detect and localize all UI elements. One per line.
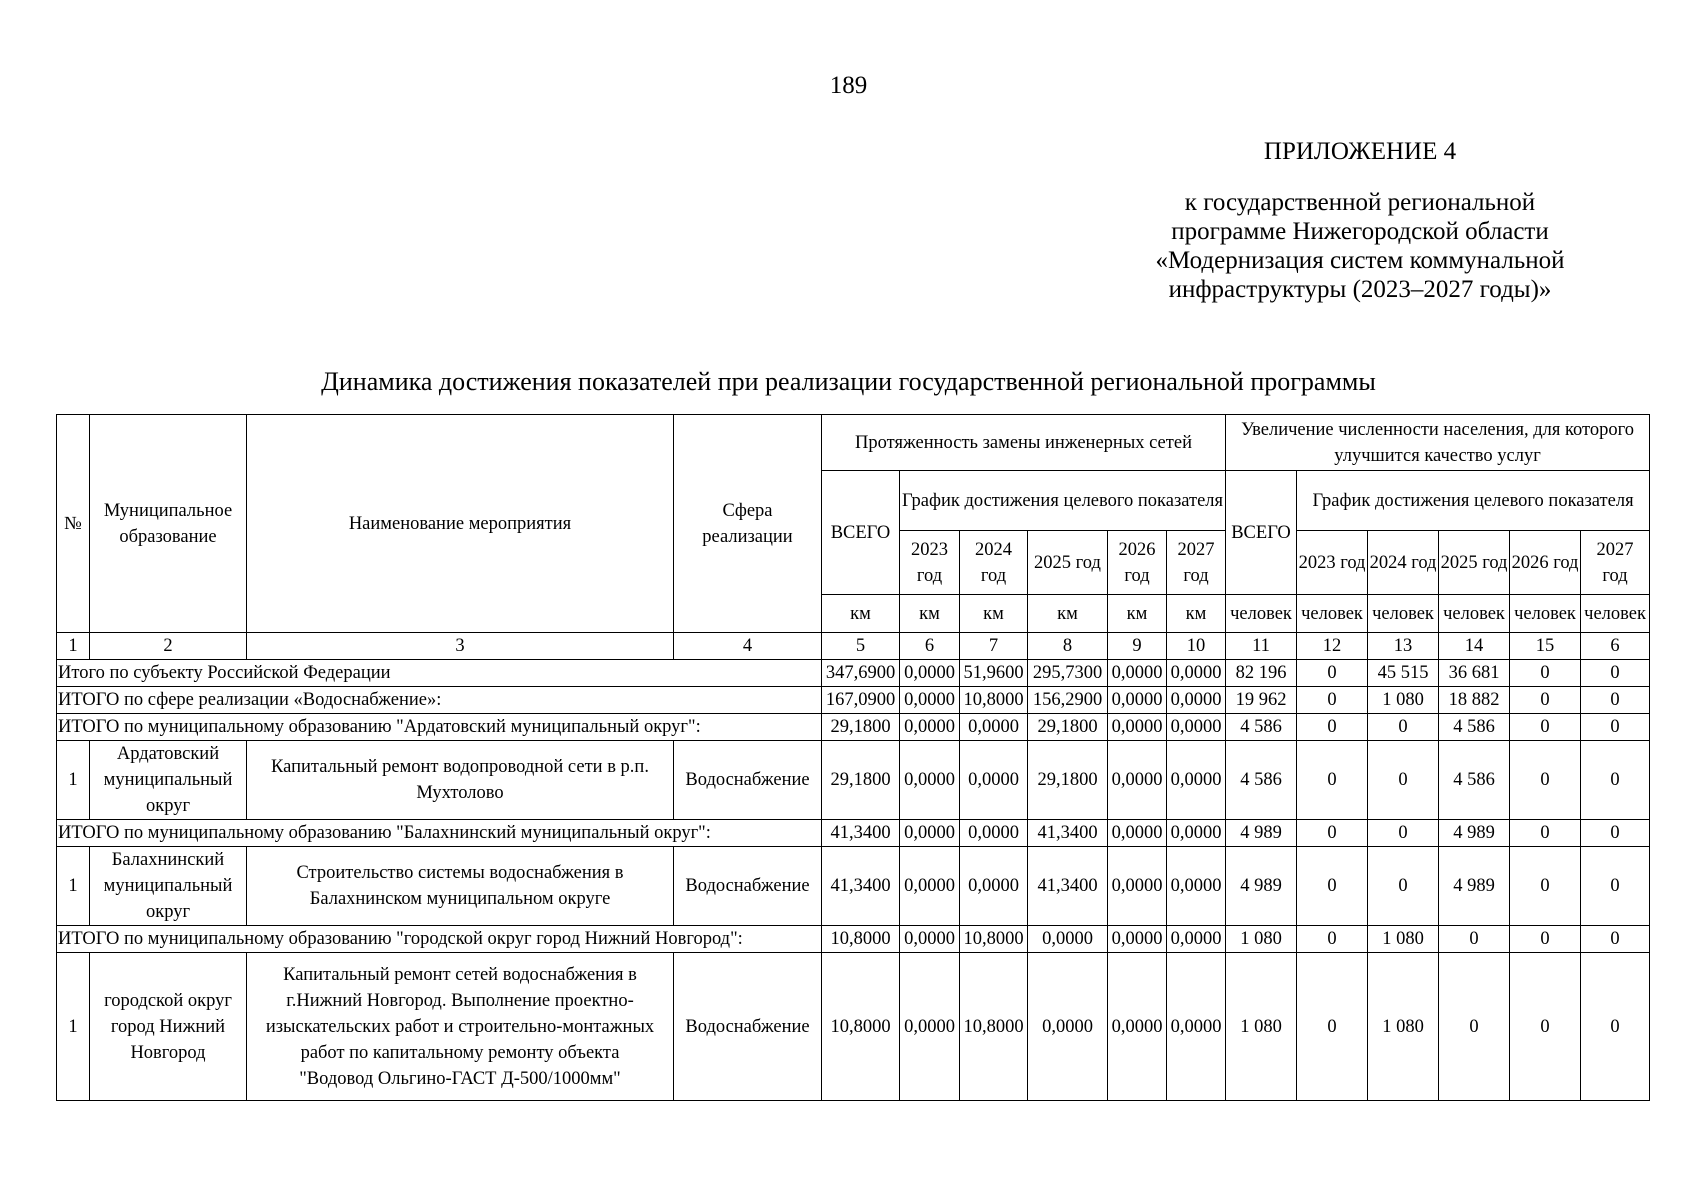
row-value: 0,0000 — [900, 847, 960, 926]
row-value: 41,3400 — [1028, 847, 1108, 926]
total-value: 156,2900 — [1028, 687, 1108, 714]
row-municipality: Ардатовский муниципальный округ — [90, 741, 247, 820]
column-number: 2 — [90, 633, 247, 660]
total-value: 1 080 — [1368, 926, 1439, 953]
column-number: 11 — [1226, 633, 1297, 660]
total-value: 0 — [1297, 926, 1368, 953]
total-value: 347,6900 — [822, 660, 900, 687]
total-value: 0,0000 — [1108, 687, 1167, 714]
header-networks-group: Протяженность замены инженерных сетей — [822, 415, 1226, 471]
unit-people: человек — [1226, 595, 1297, 633]
total-value: 82 196 — [1226, 660, 1297, 687]
row-value: 0 — [1297, 847, 1368, 926]
row-value: 0,0000 — [900, 741, 960, 820]
row-value: 29,1800 — [822, 741, 900, 820]
unit-people: человек — [1439, 595, 1510, 633]
total-value: 167,0900 — [822, 687, 900, 714]
total-value: 0,0000 — [960, 714, 1028, 741]
row-value: 0 — [1581, 847, 1650, 926]
header-sphere: Сфера реализации — [674, 415, 822, 633]
row-number: 1 — [57, 847, 90, 926]
total-value: 0 — [1581, 714, 1650, 741]
total-value: 0,0000 — [1108, 660, 1167, 687]
column-number: 9 — [1108, 633, 1167, 660]
appendix-line: программе Нижегородской области — [1171, 218, 1549, 245]
row-value: 10,8000 — [960, 953, 1028, 1101]
total-value: 0,0000 — [1167, 687, 1226, 714]
table-body — [57, 660, 1650, 1101]
column-number: 6 — [900, 633, 960, 660]
row-municipality: Балахнинский муниципальный округ — [90, 847, 247, 926]
total-label: ИТОГО по муниципальному образованию "городской округ город Нижний Новгород": — [57, 926, 822, 953]
appendix-subtitle — [1110, 188, 1610, 304]
total-value: 41,3400 — [822, 820, 900, 847]
total-value: 0,0000 — [960, 820, 1028, 847]
row-value: 0,0000 — [1028, 953, 1108, 1101]
row-event-name: Строительство системы водоснабжения в Балахнинском муниципальном округе — [247, 847, 674, 926]
column-number: 6 — [1581, 633, 1650, 660]
total-value: 0 — [1510, 926, 1581, 953]
municipality-total-row — [57, 926, 1650, 953]
column-number: 7 — [960, 633, 1028, 660]
column-number: 15 — [1510, 633, 1581, 660]
total-value: 0,0000 — [1108, 820, 1167, 847]
total-value: 0 — [1581, 660, 1650, 687]
total-value: 0,0000 — [900, 714, 960, 741]
total-value: 4 586 — [1226, 714, 1297, 741]
municipality-total-row — [57, 714, 1650, 741]
row-value: 0,0000 — [1167, 741, 1226, 820]
row-event-name: Капитальный ремонт водопроводной сети в р.п. Мухтолово — [247, 741, 674, 820]
row-value: 0,0000 — [1108, 741, 1167, 820]
header-schedule-people: График достижения целевого показателя — [1297, 471, 1650, 531]
row-value: 4 989 — [1439, 847, 1510, 926]
total-value: 0,0000 — [1108, 714, 1167, 741]
unit-people: человек — [1581, 595, 1650, 633]
total-label: ИТОГО по муниципальному образованию "Балахнинский муниципальный округ": — [57, 820, 822, 847]
row-number: 1 — [57, 953, 90, 1101]
header-event-name: Наименование мероприятия — [247, 415, 674, 633]
header-year: 2024 год — [960, 531, 1028, 595]
table-row — [57, 741, 1650, 820]
total-value: 0,0000 — [1167, 820, 1226, 847]
row-number: 1 — [57, 741, 90, 820]
row-value: 0 — [1368, 741, 1439, 820]
row-sphere: Водоснабжение — [674, 847, 822, 926]
column-number: 10 — [1167, 633, 1226, 660]
column-number: 3 — [247, 633, 674, 660]
total-value: 19 962 — [1226, 687, 1297, 714]
total-value: 0,0000 — [900, 660, 960, 687]
table-row — [57, 847, 1650, 926]
total-value: 4 989 — [1226, 820, 1297, 847]
unit-people: человек — [1297, 595, 1368, 633]
row-value: 0,0000 — [1108, 847, 1167, 926]
total-value: 0 — [1510, 687, 1581, 714]
total-value: 0 — [1297, 714, 1368, 741]
row-value: 10,8000 — [822, 953, 900, 1101]
total-value: 0,0000 — [900, 687, 960, 714]
row-event-name: Капитальный ремонт сетей водоснабжения в г.Нижний Новгород. Выполнение проектно-изыскательских работ и строительно-монтажных работ по капитальному ремонту объекта "Водовод Ольгино-ГАСТ Д-500/1000мм" — [247, 953, 674, 1101]
total-value: 29,1800 — [1028, 714, 1108, 741]
total-value: 0 — [1510, 820, 1581, 847]
row-value: 0,0000 — [960, 847, 1028, 926]
header-year: 2023 год — [900, 531, 960, 595]
table-header — [57, 415, 1650, 660]
row-value: 0,0000 — [1167, 847, 1226, 926]
municipality-total-row — [57, 820, 1650, 847]
total-value: 0,0000 — [1167, 660, 1226, 687]
row-value: 0 — [1297, 741, 1368, 820]
appendix-line: инфраструктуры (2023–2027 годы)» — [1168, 276, 1552, 303]
header-year: 2023 год — [1297, 531, 1368, 595]
unit-people: человек — [1368, 595, 1439, 633]
header-year: 2025 год — [1439, 531, 1510, 595]
summary-row — [57, 687, 1650, 714]
total-value: 0,0000 — [900, 820, 960, 847]
total-value: 0 — [1297, 660, 1368, 687]
total-label: ИТОГО по муниципальному образованию "Ардатовский муниципальный округ": — [57, 714, 822, 741]
row-value: 1 080 — [1368, 953, 1439, 1101]
column-number: 1 — [57, 633, 90, 660]
row-value: 0 — [1297, 953, 1368, 1101]
row-value: 0 — [1581, 953, 1650, 1101]
page-number: 189 — [829, 72, 868, 99]
row-value: 0,0000 — [960, 741, 1028, 820]
row-value: 4 586 — [1226, 741, 1297, 820]
total-value: 10,8000 — [822, 926, 900, 953]
header-year: 2026 год — [1510, 531, 1581, 595]
total-value: 295,7300 — [1028, 660, 1108, 687]
column-number: 13 — [1368, 633, 1439, 660]
total-value: 51,9600 — [960, 660, 1028, 687]
total-value: 4 989 — [1439, 820, 1510, 847]
header-population-group: Увеличение численности населения, для которого улучшится качество услуг — [1226, 415, 1650, 471]
total-value: 0,0000 — [1028, 926, 1108, 953]
row-value: 0,0000 — [1108, 953, 1167, 1101]
total-value: 18 882 — [1439, 687, 1510, 714]
unit-km: км — [960, 595, 1028, 633]
appendix-line: «Модернизация систем коммунальной — [1155, 247, 1565, 274]
row-value: 0 — [1439, 953, 1510, 1101]
total-value: 0 — [1510, 714, 1581, 741]
column-number: 8 — [1028, 633, 1108, 660]
total-value: 1 080 — [1368, 687, 1439, 714]
unit-km: км — [900, 595, 960, 633]
table-row — [57, 953, 1650, 1101]
total-value: 10,8000 — [960, 687, 1028, 714]
appendix-title: ПРИЛОЖЕНИЕ 4 — [1263, 138, 1457, 165]
total-value: 0 — [1297, 687, 1368, 714]
total-value: 0 — [1439, 926, 1510, 953]
column-number: 14 — [1439, 633, 1510, 660]
row-value: 0 — [1510, 953, 1581, 1101]
total-value: 0 — [1510, 660, 1581, 687]
total-label: Итого по субъекту Российской Федерации — [57, 660, 822, 687]
header-total-km: ВСЕГО — [822, 471, 900, 595]
unit-km: км — [1028, 595, 1108, 633]
total-value: 0 — [1581, 820, 1650, 847]
total-value: 0,0000 — [1108, 926, 1167, 953]
total-value: 1 080 — [1226, 926, 1297, 953]
unit-km: км — [822, 595, 900, 633]
total-value: 45 515 — [1368, 660, 1439, 687]
row-value: 0 — [1581, 741, 1650, 820]
total-value: 10,8000 — [960, 926, 1028, 953]
column-number: 4 — [674, 633, 822, 660]
row-value: 1 080 — [1226, 953, 1297, 1101]
total-value: 0 — [1581, 687, 1650, 714]
row-value: 4 989 — [1226, 847, 1297, 926]
total-value: 0 — [1368, 820, 1439, 847]
document-title: Динамика достижения показателей при реализации государственной региональной программы — [321, 367, 1376, 396]
row-municipality: городской округ город Нижний Новгород — [90, 953, 247, 1101]
header-year: 2025 год — [1028, 531, 1108, 595]
header-schedule-km: График достижения целевого показателя — [900, 471, 1226, 531]
total-value: 0 — [1297, 820, 1368, 847]
row-value: 41,3400 — [822, 847, 900, 926]
total-value: 29,1800 — [822, 714, 900, 741]
header-year: 2026 год — [1108, 531, 1167, 595]
unit-people: человек — [1510, 595, 1581, 633]
total-value: 0,0000 — [900, 926, 960, 953]
summary-row — [57, 660, 1650, 687]
row-value: 0,0000 — [1167, 953, 1226, 1101]
row-value: 29,1800 — [1028, 741, 1108, 820]
row-value: 0 — [1510, 847, 1581, 926]
header-no: № — [57, 415, 90, 633]
column-numbers-row — [57, 633, 1650, 660]
unit-km: км — [1167, 595, 1226, 633]
total-value: 0 — [1368, 714, 1439, 741]
total-value: 36 681 — [1439, 660, 1510, 687]
header-year: 2027 год — [1581, 531, 1650, 595]
header-municipality: Муниципальное образование — [90, 415, 247, 633]
total-value: 0,0000 — [1167, 926, 1226, 953]
indicators-table — [56, 414, 1650, 1101]
row-sphere: Водоснабжение — [674, 953, 822, 1101]
header-year: 2027 год — [1167, 531, 1226, 595]
row-value: 0 — [1368, 847, 1439, 926]
unit-km: км — [1108, 595, 1167, 633]
total-label: ИТОГО по сфере реализации «Водоснабжение»: — [57, 687, 822, 714]
total-value: 0 — [1581, 926, 1650, 953]
row-value: 0 — [1510, 741, 1581, 820]
row-value: 0,0000 — [900, 953, 960, 1101]
appendix-line: к государственной региональной — [1184, 189, 1536, 216]
header-total-people: ВСЕГО — [1226, 471, 1297, 595]
total-value: 41,3400 — [1028, 820, 1108, 847]
total-value: 4 586 — [1439, 714, 1510, 741]
row-value: 4 586 — [1439, 741, 1510, 820]
row-sphere: Водоснабжение — [674, 741, 822, 820]
total-value: 0,0000 — [1167, 714, 1226, 741]
header-year: 2024 год — [1368, 531, 1439, 595]
column-number: 12 — [1297, 633, 1368, 660]
column-number: 5 — [822, 633, 900, 660]
